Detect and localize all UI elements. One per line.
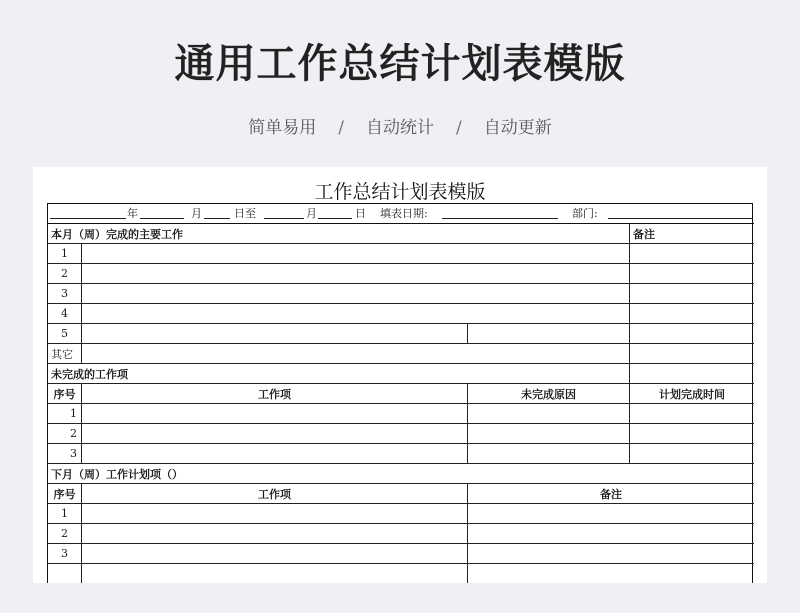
planned-time-cell[interactable] xyxy=(630,444,754,463)
work-cell[interactable] xyxy=(82,244,630,263)
remark-cell[interactable] xyxy=(468,544,754,563)
work-cell[interactable] xyxy=(82,284,630,303)
column-header-work-item: 工作项 xyxy=(82,484,468,503)
row-number: 4 xyxy=(48,304,82,323)
planned-time-cell[interactable] xyxy=(630,424,754,443)
department-label: 部门: xyxy=(572,207,598,220)
work-item-cell[interactable] xyxy=(82,404,468,423)
day-start-field[interactable] xyxy=(204,218,230,219)
row-number: 3 xyxy=(48,544,82,563)
section2-column-header xyxy=(48,384,754,404)
month-start-field[interactable] xyxy=(140,218,184,219)
remark-cell[interactable] xyxy=(630,284,754,303)
month-label: 月 xyxy=(191,207,202,220)
day-end-field[interactable] xyxy=(318,218,352,219)
row-number: 2 xyxy=(48,424,82,443)
row-number xyxy=(48,564,82,583)
table-row xyxy=(48,344,754,364)
date-row xyxy=(48,204,754,222)
remark-cell[interactable] xyxy=(468,564,754,583)
separator: / xyxy=(456,118,462,138)
empty-cell xyxy=(630,364,754,383)
month-end-field[interactable] xyxy=(264,218,304,219)
section1-heading-row xyxy=(48,224,754,244)
reason-cell[interactable] xyxy=(468,444,630,463)
year-label: 年 xyxy=(127,207,138,220)
work-item-cell[interactable] xyxy=(82,524,468,543)
work-item-cell[interactable] xyxy=(82,544,468,563)
remark-cell[interactable] xyxy=(630,264,754,283)
column-header-reason: 未完成原因 xyxy=(468,384,630,403)
work-item-cell[interactable] xyxy=(82,444,468,463)
table-frame xyxy=(47,203,753,583)
work-cell[interactable] xyxy=(82,304,630,323)
feature-auto-stats: 自动统计 xyxy=(366,118,434,138)
row-number: 2 xyxy=(48,524,82,543)
table-row xyxy=(48,444,754,464)
work-item-cell[interactable] xyxy=(82,504,468,523)
row-number: 5 xyxy=(48,324,82,343)
remark-cell[interactable] xyxy=(630,324,754,343)
remark-cell[interactable] xyxy=(468,524,754,543)
work-cell[interactable] xyxy=(82,264,630,283)
table-row xyxy=(48,244,754,264)
remark-cell[interactable] xyxy=(468,504,754,523)
work-item-cell[interactable] xyxy=(82,424,468,443)
column-header-index: 序号 xyxy=(48,484,82,503)
row-number: 3 xyxy=(48,444,82,463)
fill-date-field[interactable] xyxy=(442,218,558,219)
reason-cell[interactable] xyxy=(468,404,630,423)
column-header-planned-time: 计划完成时间 xyxy=(659,387,725,401)
table-row xyxy=(48,564,754,583)
year-start-field[interactable] xyxy=(50,218,126,219)
section2-heading-row xyxy=(48,364,754,384)
section3-heading-row xyxy=(48,464,754,484)
feature-auto-update: 自动更新 xyxy=(483,118,552,138)
table-row xyxy=(48,264,754,284)
work-cell[interactable] xyxy=(468,324,630,343)
fill-date-label: 填表日期: xyxy=(380,207,428,220)
work-cell[interactable] xyxy=(82,324,468,343)
section3-column-header xyxy=(48,484,754,504)
hero-title: 通用工作总结计划表模版 xyxy=(174,41,626,87)
table-row xyxy=(48,504,754,524)
month-end-label: 月 xyxy=(306,207,317,220)
day-label: 日 xyxy=(355,207,366,220)
row-number: 1 xyxy=(48,404,82,423)
section1-heading: 本月（周）完成的主要工作 xyxy=(48,224,630,243)
work-item-cell[interactable] xyxy=(82,564,468,583)
row-number: 3 xyxy=(48,284,82,303)
planned-time-cell[interactable] xyxy=(630,404,754,423)
section1-remark-header: 备注 xyxy=(633,227,655,241)
day-to-label: 日至 xyxy=(234,207,256,220)
table-row xyxy=(48,404,754,424)
section3-heading: 下月（周）工作计划项（） xyxy=(51,467,183,481)
table-row xyxy=(48,284,754,304)
reason-cell[interactable] xyxy=(468,424,630,443)
column-header-work-item: 工作项 xyxy=(82,384,468,403)
department-field[interactable] xyxy=(608,218,752,219)
row-number: 其它 xyxy=(48,344,82,363)
work-cell[interactable] xyxy=(82,344,630,363)
table-row xyxy=(48,524,754,544)
table-row xyxy=(48,324,754,344)
section2-heading: 未完成的工作项 xyxy=(48,364,630,383)
column-header-remark: 备注 xyxy=(600,487,622,501)
row-number: 1 xyxy=(48,244,82,263)
separator: / xyxy=(338,118,344,138)
feature-list xyxy=(0,113,800,138)
column-header-index: 序号 xyxy=(48,384,82,403)
worksheet xyxy=(33,167,767,583)
row-number: 1 xyxy=(48,504,82,523)
remark-cell[interactable] xyxy=(630,244,754,263)
row-number: 2 xyxy=(48,264,82,283)
sheet-title: 工作总结计划表模版 xyxy=(314,181,486,203)
table-row xyxy=(48,544,754,564)
remark-cell[interactable] xyxy=(630,344,754,363)
feature-easy: 简单易用 xyxy=(248,118,317,138)
table-row xyxy=(48,424,754,444)
remark-cell[interactable] xyxy=(630,304,754,323)
table-row xyxy=(48,304,754,324)
